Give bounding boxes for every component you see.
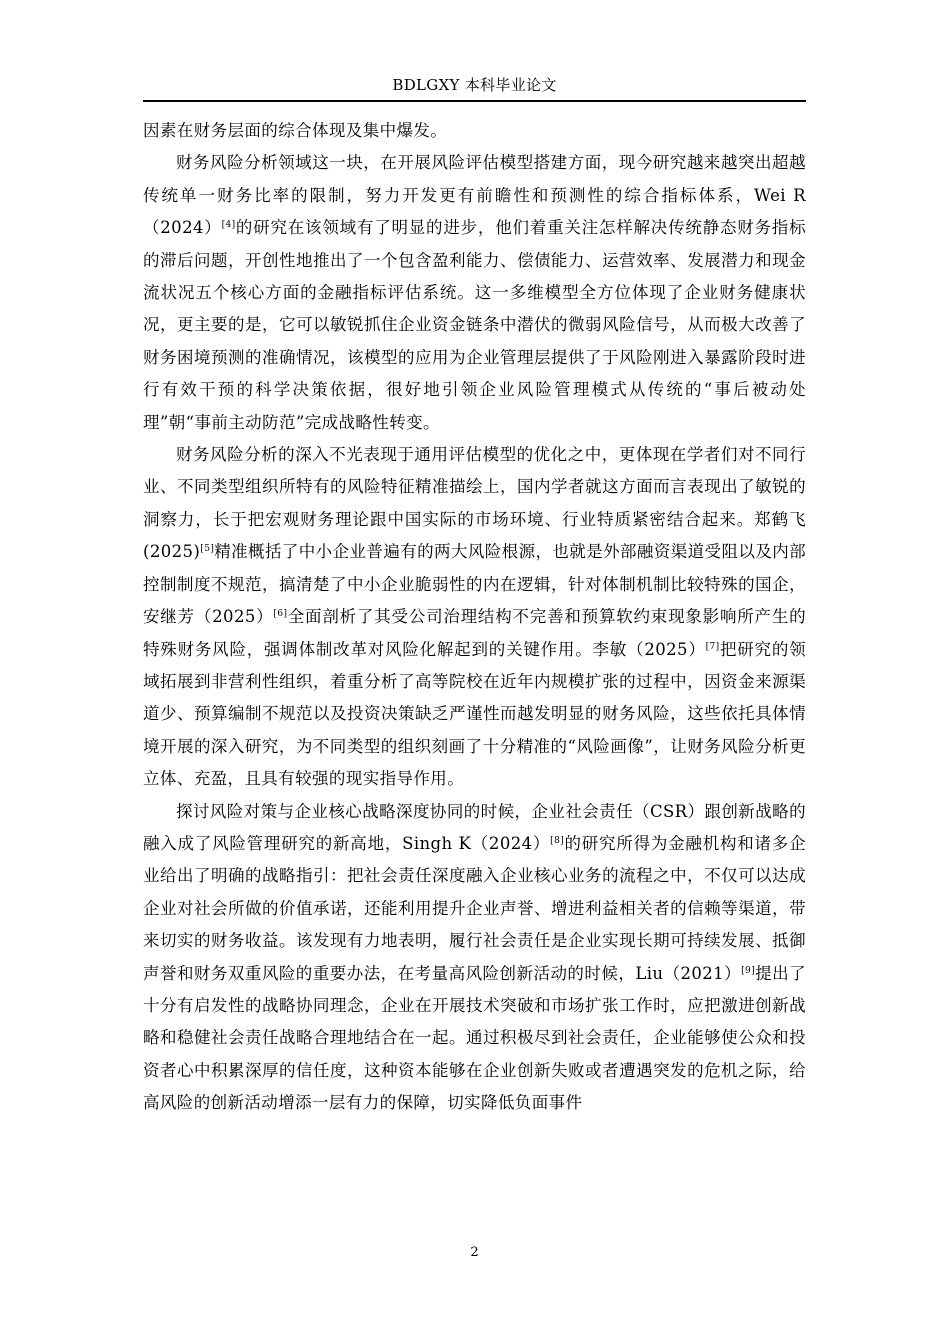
paragraph-text: 的研究在该领域有了明显的进步，他们着重关注怎样解决传统静态财务指标的滞后问题，开创性地推出了一个包含盈利能力、偿债能力、运营效率、发展潜力和现金流状况五个核心方面的金融指标评估系统。这一多维模型全方位体现了企业财务健康状况，更主要的是，它可以敏锐抓住企业资金链条中潜伏的微弱风险信号，从而极大改善了财务困境预测的准确情况，该模型的应用为企业管理层提供了于风险刚进入暴露阶段时进行有效干预的科学决策依据，很好地引领企业风险管理模式从传统的“事后被动处理”朝“事前主动防范”完成战略性转变。 [143,218,806,432]
header-rule [143,100,806,102]
paragraph-text: 精准概括了中小企业普遍有的两大风险根源，也就是外部融资渠道受阻以及内部控制制度不规范，搞清楚了中小企业脆弱性的内在逻辑，针对体制机制比较特殊的国企，安继芳（2025） [143,542,806,627]
citation-9: [9] [741,965,756,976]
paragraph-csr-strategy [143,796,806,1120]
paragraph-text: 全面剖析了其受公司治理结构不完善和预算软约束现象影响所产生的特殊财务风险，强调体制改革对风险化解起到的关键作用。李敏（2025） [143,607,807,659]
page-header: BDLGXY 本科毕业论文 [392,76,557,94]
citation-5: [5] [200,544,215,555]
paragraph-evaluation-model [143,147,806,439]
paragraph-text: 的研究所得为金融机构和诸多企业给出了明确的战略指引：把社会责任深度融入企业核心业务的流程之中，不仅可以达成企业对社会所做的价值承诺，还能利用提升企业声誉、增进利益相关者的信赖等渠道，带来切实的财务收益。该发现有力地表明，履行社会责任是企业实现长期可持续发展、抵御声誉和财务双重风险的重要办法，在考量高风险创新活动的时候，Liu（2021） [143,833,806,983]
paragraph-risk-characteristics [143,439,806,795]
paragraph-text: 把研究的领域拓展到非营利性组织，着重分析了高等院校在近年内规模扩张的过程中，因资金来源渠道少、预算编制不规范以及投资决策缺乏严谨性而越发明显的财务风险，这些依托具体情境开展的深入研究，为不同类型的组织刻画了十分精准的“风险画像”，让财务风险分析更立体、充盈，且具有较强的现实指导作用。 [143,639,807,789]
citation-8: [8] [550,835,565,846]
paragraph-text: 探讨风险对策与企业核心战略深度协同的时候，企业社会责任（CSR）跟创新战略的融入成了风险管理研究的新高地，Singh K（2024） [143,801,806,853]
citation-7: [7] [705,641,720,652]
body-text [143,115,806,1120]
paragraph-text: 财务风险分析的深入不光表现于通用评估模型的优化之中，更体现在学者们对不同行业、不同类型组织所特有的风险特征精准描绘上，国内学者就这方面而言表现出了敏锐的洞察力，长于把宏观财务理论跟中国实际的市场环境、行业特质紧密结合起来。郑鹤飞(2025) [143,445,806,562]
citation-6: [6] [273,609,288,620]
paragraph-text: 财务风险分析领域这一块，在开展风险评估模型搭建方面，现今研究越来越突出超越传统单一财务比率的限制，努力开发更有前瞻性和预测性的综合指标体系，Wei R（2024） [143,153,806,238]
paragraph-text: 提出了十分有启发性的战略协同理念，企业在开展技术突破和市场扩张工作时，应把激进创新战略和稳健社会责任战略合理地结合在一起。通过积极尽到社会责任，企业能够使公众和投资者心中积累深厚的信任度，这种资本能够在企业创新失败或者遭遇突发的危机之际，给高风险的创新活动增添一层有力的保障，切实降低负面事件 [143,963,806,1113]
page-number: 2 [470,1245,479,1260]
paragraph-continuation [143,115,806,147]
citation-4: [4] [221,220,236,231]
paragraph-text: 因素在财务层面的综合体现及集中爆发。 [143,121,448,140]
